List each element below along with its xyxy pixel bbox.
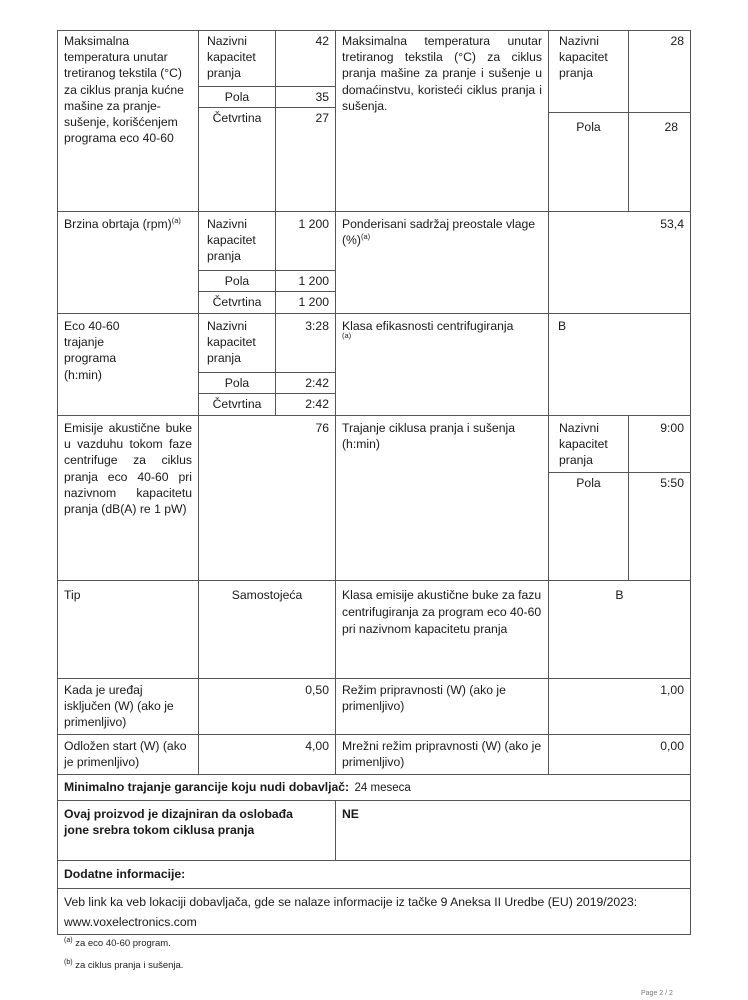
weblink-row <box>57 888 691 935</box>
max-temp-dryer-half-label <box>548 112 629 212</box>
label-text: Odložen start (W) (ako je primenljivo) <box>64 739 187 770</box>
spin-speed-rated-label <box>198 211 276 271</box>
label-text: Brzina obrtaja (rpm) <box>64 217 172 231</box>
weblink-text: Veb link ka veb lokaciji dobavljača, gde se nalaze informacije iz tačke 9 Aneksa II Uredbe (EU) 2019/2023: www.voxelectronics.com <box>64 895 638 929</box>
sub-label: Pola <box>576 120 601 134</box>
value: NE <box>342 807 359 821</box>
value: Samostojeća <box>231 588 303 602</box>
standby-label <box>335 678 549 735</box>
value: 0,00 <box>660 739 684 753</box>
sub-label: Nazivni kapacitet pranja <box>207 319 256 366</box>
wash-dry-half-label <box>548 472 629 581</box>
max-temp-washer-rated-value <box>275 30 336 87</box>
label-text: Klasa emisije akustične buke za fazu centrifugiranja za program eco 40-60 pri nazivnom kapacitetu pranja <box>342 588 542 636</box>
max-temp-washer-quarter-label <box>198 107 276 212</box>
eco-duration-rated-label <box>198 313 276 373</box>
warranty-row <box>57 774 691 801</box>
value: 3:28 <box>305 319 329 333</box>
max-temp-washer-rated-label <box>198 30 276 87</box>
value: B <box>615 588 624 602</box>
value: 1,00 <box>660 683 684 697</box>
page-number: Page 2 / 2 <box>641 990 673 997</box>
label-text: Trajanje ciklusa pranja i sušenja (h:min) <box>342 421 515 452</box>
max-temp-dryer-rated-label <box>548 30 629 113</box>
footnote-mark: (b) <box>64 959 73 966</box>
eco-duration-rated-value <box>275 313 336 373</box>
sub-label: Četvrtina <box>212 397 262 411</box>
footnote-mark: (a) <box>360 232 371 242</box>
sub-label: Nazivni kapacitet pranja <box>207 34 256 81</box>
network-standby-value <box>548 734 691 775</box>
footnote-mark: (a) <box>342 331 352 341</box>
label-text: Eco 40-60 trajanje programa (h:min) <box>64 319 120 382</box>
spin-speed-half-label <box>198 270 276 292</box>
value: B <box>558 319 567 333</box>
delay-start-value <box>198 734 336 775</box>
footnote-mark: (a) <box>171 216 181 225</box>
warranty-value: 24 meseca <box>354 782 411 794</box>
label-text: Mrežni režim pripravnosti (W) (ako je primenljivo) <box>342 739 542 770</box>
max-temp-washer-quarter-value <box>275 107 336 212</box>
value: 53,4 <box>660 217 684 231</box>
moisture-value <box>548 211 691 314</box>
off-mode-value <box>198 678 336 735</box>
value: 0,50 <box>305 683 329 697</box>
sub-label: Nazivni kapacitet pranja <box>559 34 608 81</box>
label-text: Klasa efikasnosti centrifugiranja <box>342 319 514 333</box>
spin-speed-quarter-label <box>198 291 276 314</box>
wash-dry-duration-label <box>335 415 549 581</box>
noise-value <box>198 415 336 581</box>
sub-label: Nazivni kapacitet pranja <box>207 217 256 264</box>
eco-duration-quarter-value <box>275 393 336 416</box>
eco-duration-quarter-label <box>198 393 276 416</box>
spin-speed-rated-value <box>275 211 336 271</box>
max-temp-washer-half-label <box>198 86 276 108</box>
value: 76 <box>315 421 329 435</box>
footnote-b <box>64 960 183 972</box>
value: 4,00 <box>305 739 329 753</box>
network-standby-label <box>335 734 549 775</box>
moisture-label <box>335 211 549 314</box>
value: 2:42 <box>305 397 329 411</box>
footnote-mark: (a) <box>64 937 73 944</box>
off-mode-label <box>57 678 199 735</box>
wash-dry-rated-label <box>548 415 629 473</box>
noise-class-label <box>335 580 549 679</box>
spin-speed-half-value <box>275 270 336 292</box>
wash-dry-half-value <box>628 472 691 581</box>
footnote-text: za eco 40-60 program. <box>75 938 171 949</box>
value: 28 <box>664 120 678 134</box>
type-value <box>198 580 336 679</box>
standby-value <box>548 678 691 735</box>
max-temp-dryer-label <box>335 30 549 212</box>
value: 28 <box>670 34 684 48</box>
eco-duration-label <box>57 313 199 416</box>
value: 35 <box>315 90 329 104</box>
eco-duration-half-value <box>275 372 336 394</box>
sub-label: Pola <box>224 376 250 390</box>
sub-label: Nazivni kapacitet pranja <box>559 421 608 468</box>
value: 1 200 <box>298 295 329 309</box>
noise-class-value <box>548 580 691 679</box>
sub-label: Pola <box>576 476 601 490</box>
label-text: Kada je uređaj isključen (W) (ako je primenljivo) <box>64 683 174 730</box>
label-text: Ponderisani sadržaj preostale vlage (%) <box>342 217 536 248</box>
label-text: Maksimalna temperatura unutar tretiranog tekstila (°C) za ciklus pranja kućne mašine za pranje-sušenje, korišćenjem programa eco 40-60 <box>64 34 184 146</box>
additional-info-heading <box>57 860 691 889</box>
spin-speed-quarter-value <box>275 291 336 314</box>
value: 5:50 <box>660 476 684 490</box>
spin-speed-label <box>57 211 199 314</box>
spin-class-value <box>548 313 691 416</box>
footnote-a <box>64 938 171 950</box>
wash-dry-rated-value <box>628 415 691 473</box>
silver-ions-label <box>57 800 336 861</box>
eco-duration-half-label <box>198 372 276 394</box>
value: 42 <box>315 34 329 48</box>
label-text: Maksimalna temperatura unutar tretiranog tekstila (°C) za ciklus pranja mašine za pranje i sušenje u domaćinstvu, koristeći ciklus pranja i sušenja. <box>342 34 542 113</box>
heading-text: Dodatne informacije: <box>64 867 186 881</box>
label-text: Ovaj proizvod je dizajniran da oslobađa jone srebra tokom ciklusa pranja <box>64 807 293 838</box>
max-temp-dryer-half-value <box>628 112 691 212</box>
value: 1 200 <box>298 217 329 231</box>
delay-start-label <box>57 734 199 775</box>
label-text: Tip <box>64 588 81 602</box>
max-temp-washer-label <box>57 30 199 212</box>
footnote-text: za ciklus pranja i sušenja. <box>75 960 184 971</box>
value: 1 200 <box>298 274 329 288</box>
sub-label: Četvrtina <box>212 111 262 125</box>
max-temp-washer-half-value <box>275 86 336 108</box>
value: 2:42 <box>305 376 329 390</box>
noise-label <box>57 415 199 581</box>
warranty-label: Minimalno trajanje garancije koju nudi dobavljač: <box>64 780 350 794</box>
value: 9:00 <box>660 421 684 435</box>
type-label <box>57 580 199 679</box>
spin-class-label <box>335 313 549 416</box>
silver-ions-value <box>335 800 691 861</box>
label-text: Emisije akustične buke u vazduhu tokom faze centrifuge za ciklus pranja eco 40-60 pri nazivnom kapacitetu pranja (dB(A) re 1 pW) <box>64 421 192 517</box>
sub-label: Četvrtina <box>212 295 262 309</box>
max-temp-dryer-rated-value <box>628 30 691 113</box>
label-text: Režim pripravnosti (W) (ako je primenljivo) <box>342 683 506 714</box>
sub-label: Pola <box>224 90 250 104</box>
sub-label: Pola <box>224 274 250 288</box>
value: 27 <box>315 111 329 125</box>
